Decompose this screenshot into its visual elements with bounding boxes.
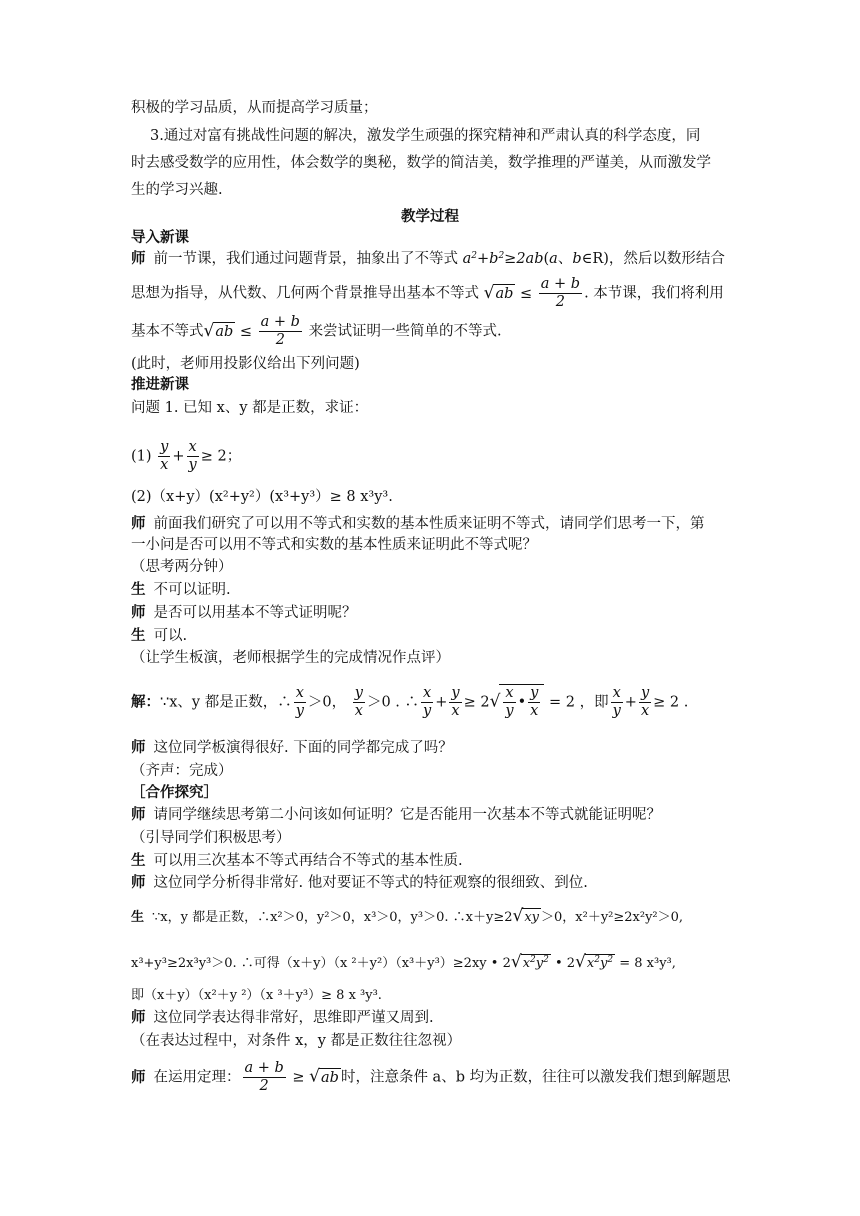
note: （思考两分钟）: [131, 559, 233, 575]
heading-intro: 导入新课: [131, 230, 189, 246]
question-2: (2)（x+y）(x²+y²）(x³+y³）≥ 8 x³y³.: [131, 489, 393, 505]
dialog-line: 师 是否可以用基本不等式证明呢？: [131, 605, 357, 621]
radical-product: $\frac{x}{y}$ • $\frac{y}{x}$: [499, 684, 544, 720]
text-line: 积极的学习品质，从而提高学习质量；: [131, 100, 378, 116]
note: （引导同学们积极思考）: [131, 830, 291, 846]
text-line: 3.通过对富有挑战性问题的解决，激发学生顽强的探究精神和严肃认真的科学态度，同: [150, 128, 701, 144]
note: （让学生板演，老师根据学生的完成情况作点评）: [131, 650, 450, 666]
formula-basic-inequality: √ab ≤ $\frac{a + b}{2}$: [483, 276, 581, 310]
note: （在表达过程中，对条件 x，y 都是正数往往忽视）: [131, 1033, 462, 1049]
speaker-student: 生: [131, 582, 146, 598]
question-1: (1) $\frac{y}{x}$ + $\frac{x}{y}$ ≥ 2；: [131, 439, 242, 473]
dialog-line: 师 这位同学分析得非常好. 他对要证不等式的特征观察的很细致、到位.: [131, 875, 588, 891]
note: (此时，老师用投影仪给出下列问题): [131, 356, 360, 372]
dialog-line: 师 前面我们研究了可以用不等式和实数的基本性质来证明不等式，请同学们思考一下，第: [131, 516, 705, 532]
section-title: 教学过程: [401, 209, 459, 225]
text-line: 生的学习兴趣.: [131, 182, 223, 198]
intro-line-2: 思想为指导，从代数、几何两个背景推导出基本不等式 √ab ≤ $\frac{a + b}{2}$ . 本节课，我们将利用: [131, 276, 724, 310]
formula-condition: (a、b∈R): [543, 251, 609, 267]
proof-line: 即（x＋y）（x²＋y ²）（x ³＋y³）≥ 8 x ³y³.: [131, 988, 382, 1003]
note: （齐声：完成）: [131, 763, 233, 779]
dialog-line: 师 在运用定理： $\frac{a + b}{2}$ ≥ √ab 时，注意条件 a、b 均为正数，往往可以激发我们想到解题思: [131, 1060, 731, 1094]
dialog-line: 师 这位同学板演得很好. 下面的同学都完成了吗？: [131, 740, 453, 756]
problem-title: 问题 1. 已知 x、y 都是正数，求证：: [131, 400, 369, 416]
text-line: 时去感受数学的应用性，体会数学的奥秘，数学的简洁美，数学推理的严谨美，从而激发学: [131, 155, 711, 171]
speaker-teacher: 师: [131, 251, 146, 267]
dialog-line: 师 请同学继续思考第二小问该如何证明？它是否能用一次基本不等式就能证明呢？: [131, 807, 661, 823]
dialog-line: 师 这位同学表达得非常好，思维即严谨又周到.: [131, 1010, 434, 1026]
heading-new: 推进新课: [131, 377, 189, 393]
solution-line: 解：∵x、y 都是正数，∴ $\frac{x}{y}$ ＞0， $\frac{y}{x}$ ＞0 . ∴ $\frac{x}{y}$ + $\frac{y}{x}$ ≥ 2√ $\frac{x}{y}$ • $\frac{y}{x}$ = 2 ，即 $\frac{x}{y}$ + $\frac{y}{x}$ ≥ 2 .: [131, 685, 689, 719]
proof-line: x³+y³≥2x³y³＞0. ∴可得（x＋y）（x ²＋y²）（x³＋y³）≥2xy • $2√x^2y^2$ • $2√x^2y^2 = 8$ x³y³,: [131, 952, 676, 972]
dialog-line: 生 可以.: [131, 628, 188, 644]
formula-inequality: $a^2+b^2\ge 2ab$: [462, 251, 544, 267]
intro-line-3: 基本不等式√ab ≤ $\frac{a + b}{2}$ 来尝试证明一些简单的不等式.: [131, 314, 502, 348]
heading-cooperate: ［合作探究］: [131, 785, 218, 801]
dialog-line: 生 可以用三次基本不等式再结合不等式的基本性质.: [131, 853, 463, 869]
intro-line-1: 师 前一节课，我们通过问题背景，抽象出了不等式 $a^2+b^2\ge 2ab(a$、b∈R)，然后以数形结合: [131, 251, 725, 267]
fraction-y-over-x: $\frac{y}{x}$: [160, 439, 169, 473]
dialog-line: 一小问是否可以用不等式和实数的基本性质来证明此不等式呢？: [131, 537, 537, 553]
dialog-line: 生 不可以证明.: [131, 582, 231, 598]
proof-line: 生 ∵x，y 都是正数，∴x²＞0，y²＞0，x³＞0，y³＞0. ∴x＋y≥2√xy ＞0，x²＋y²≥2x²y²＞0,: [131, 906, 684, 926]
formula-basic-inequality: √ab ≤ $\frac{a + b}{2}$: [203, 314, 300, 348]
fraction-a-plus-b-over-2: $\frac{a + b}{2}$: [244, 1060, 284, 1094]
fraction-x-over-y: $\frac{x}{y}$: [188, 439, 197, 473]
